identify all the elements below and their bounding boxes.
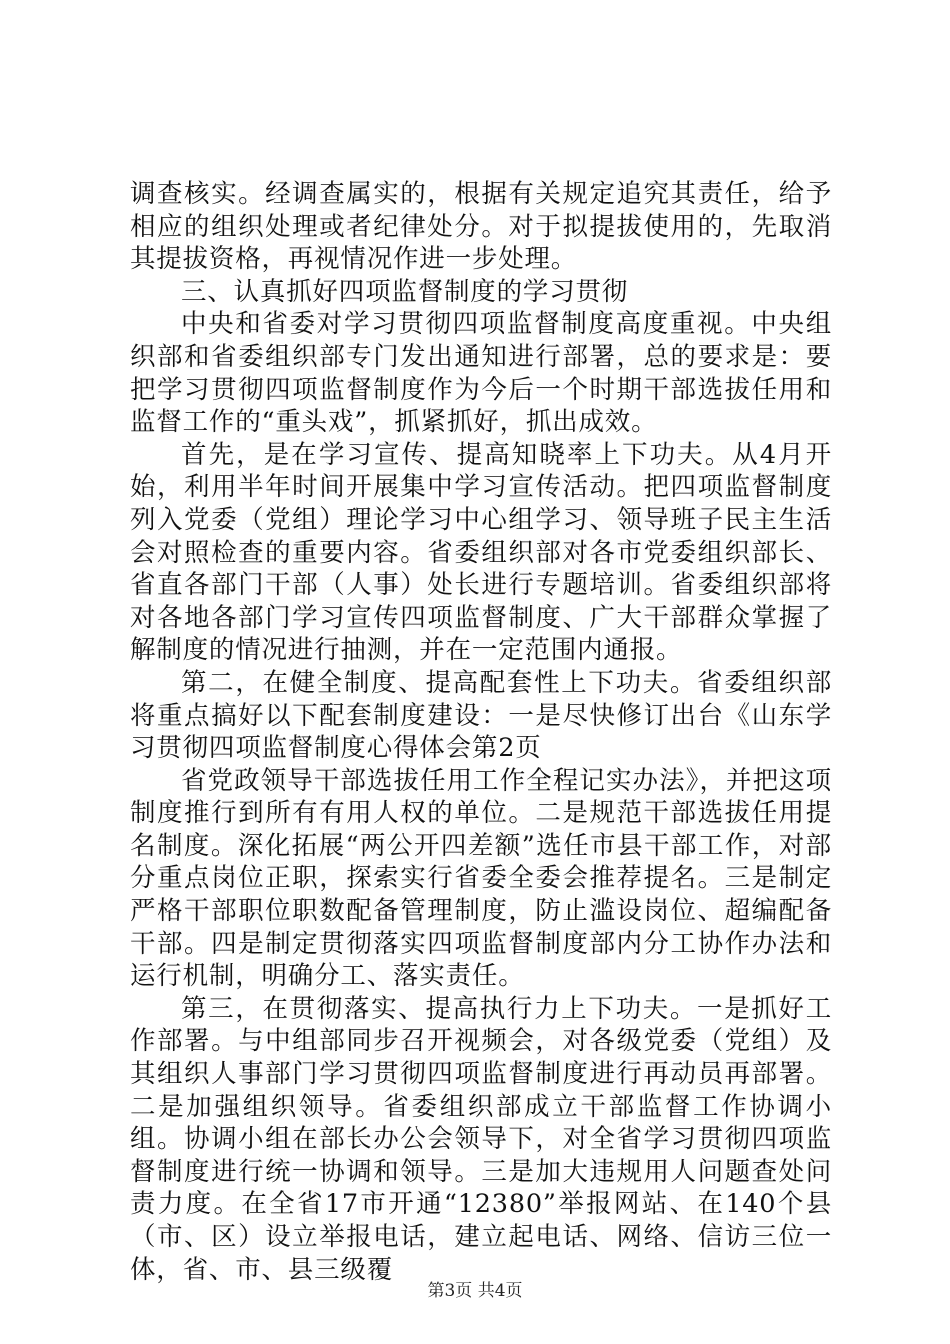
paragraph-continuation: 调查核实。经调查属实的，根据有关规定追究其责任，给予相应的组织处理或者纪律处分。对于拟提拔使用的，先取消其提拔资格，再视情况作进一步处理。 <box>130 179 832 275</box>
paragraph: 省党政领导干部选拔任用工作全程记实办法》，并把这项制度推行到所有有用人权的单位。二是规范干部选拔任用提名制度。深化拓展“两公开四差额”选任市县干部工作，对部分重点岗位正职，探索实行省委全委会推荐提名。三是制定严格干部职位职数配备管理制度，防止滥设岗位、超编配备干部。四是制定贯彻落实四项监督制度部内分工协作办法和运行机制，明确分工、落实责任。 <box>130 765 832 992</box>
document-body <box>130 178 832 1286</box>
paragraph: 中央和省委对学习贯彻四项监督制度高度重视。中央组织部和省委组织部专门发出通知进行部署，总的要求是：要把学习贯彻四项监督制度作为今后一个时期干部选拔任用和监督工作的“重头戏”，抓紧抓好，抓出成效。 <box>130 309 832 438</box>
section-heading: 三、认真抓好四项监督制度的学习贯彻 <box>181 276 629 307</box>
paragraph: 第三，在贯彻落实、提高执行力上下功夫。一是抓好工作部署。与中组部同步召开视频会，对各级党委（党组）及其组织人事部门学习贯彻四项监督制度进行再动员再部署。二是加强组织领导。省委组织部成立干部监督工作协调小组。协调小组在部长办公会领导下，对全省学习贯彻四项监督制度进行统一协调和领导。三是加大违规用人问题查处问责力度。在全省17市开通“12380”举报网站、在140个县（市、区）设立举报电话，建立起电话、网络、信访三位一体，省、市、县三级覆 <box>130 993 832 1285</box>
paragraph: 第二，在健全制度、提高配套性上下功夫。省委组织部将重点搞好以下配套制度建设：一是尽快修订出台《山东学习贯彻四项监督制度心得体会第2页 <box>130 667 832 764</box>
page-footer: 第3页 共4页 <box>427 1281 523 1301</box>
paragraph: 首先，是在学习宣传、提高知晓率上下功夫。从4月开始，利用半年时间开展集中学习宣传活动。把四项监督制度列入党委（党组）理论学习中心组学习、领导班子民主生活会对照检查的重要内容。省委组织部对各市党委组织部长、省直各部门干部（人事）处长进行专题培训。省委组织部将对各地各部门学习宣传四项监督制度、广大干部群众掌握了解制度的情况进行抽测，并在一定范围内通报。 <box>130 439 832 666</box>
